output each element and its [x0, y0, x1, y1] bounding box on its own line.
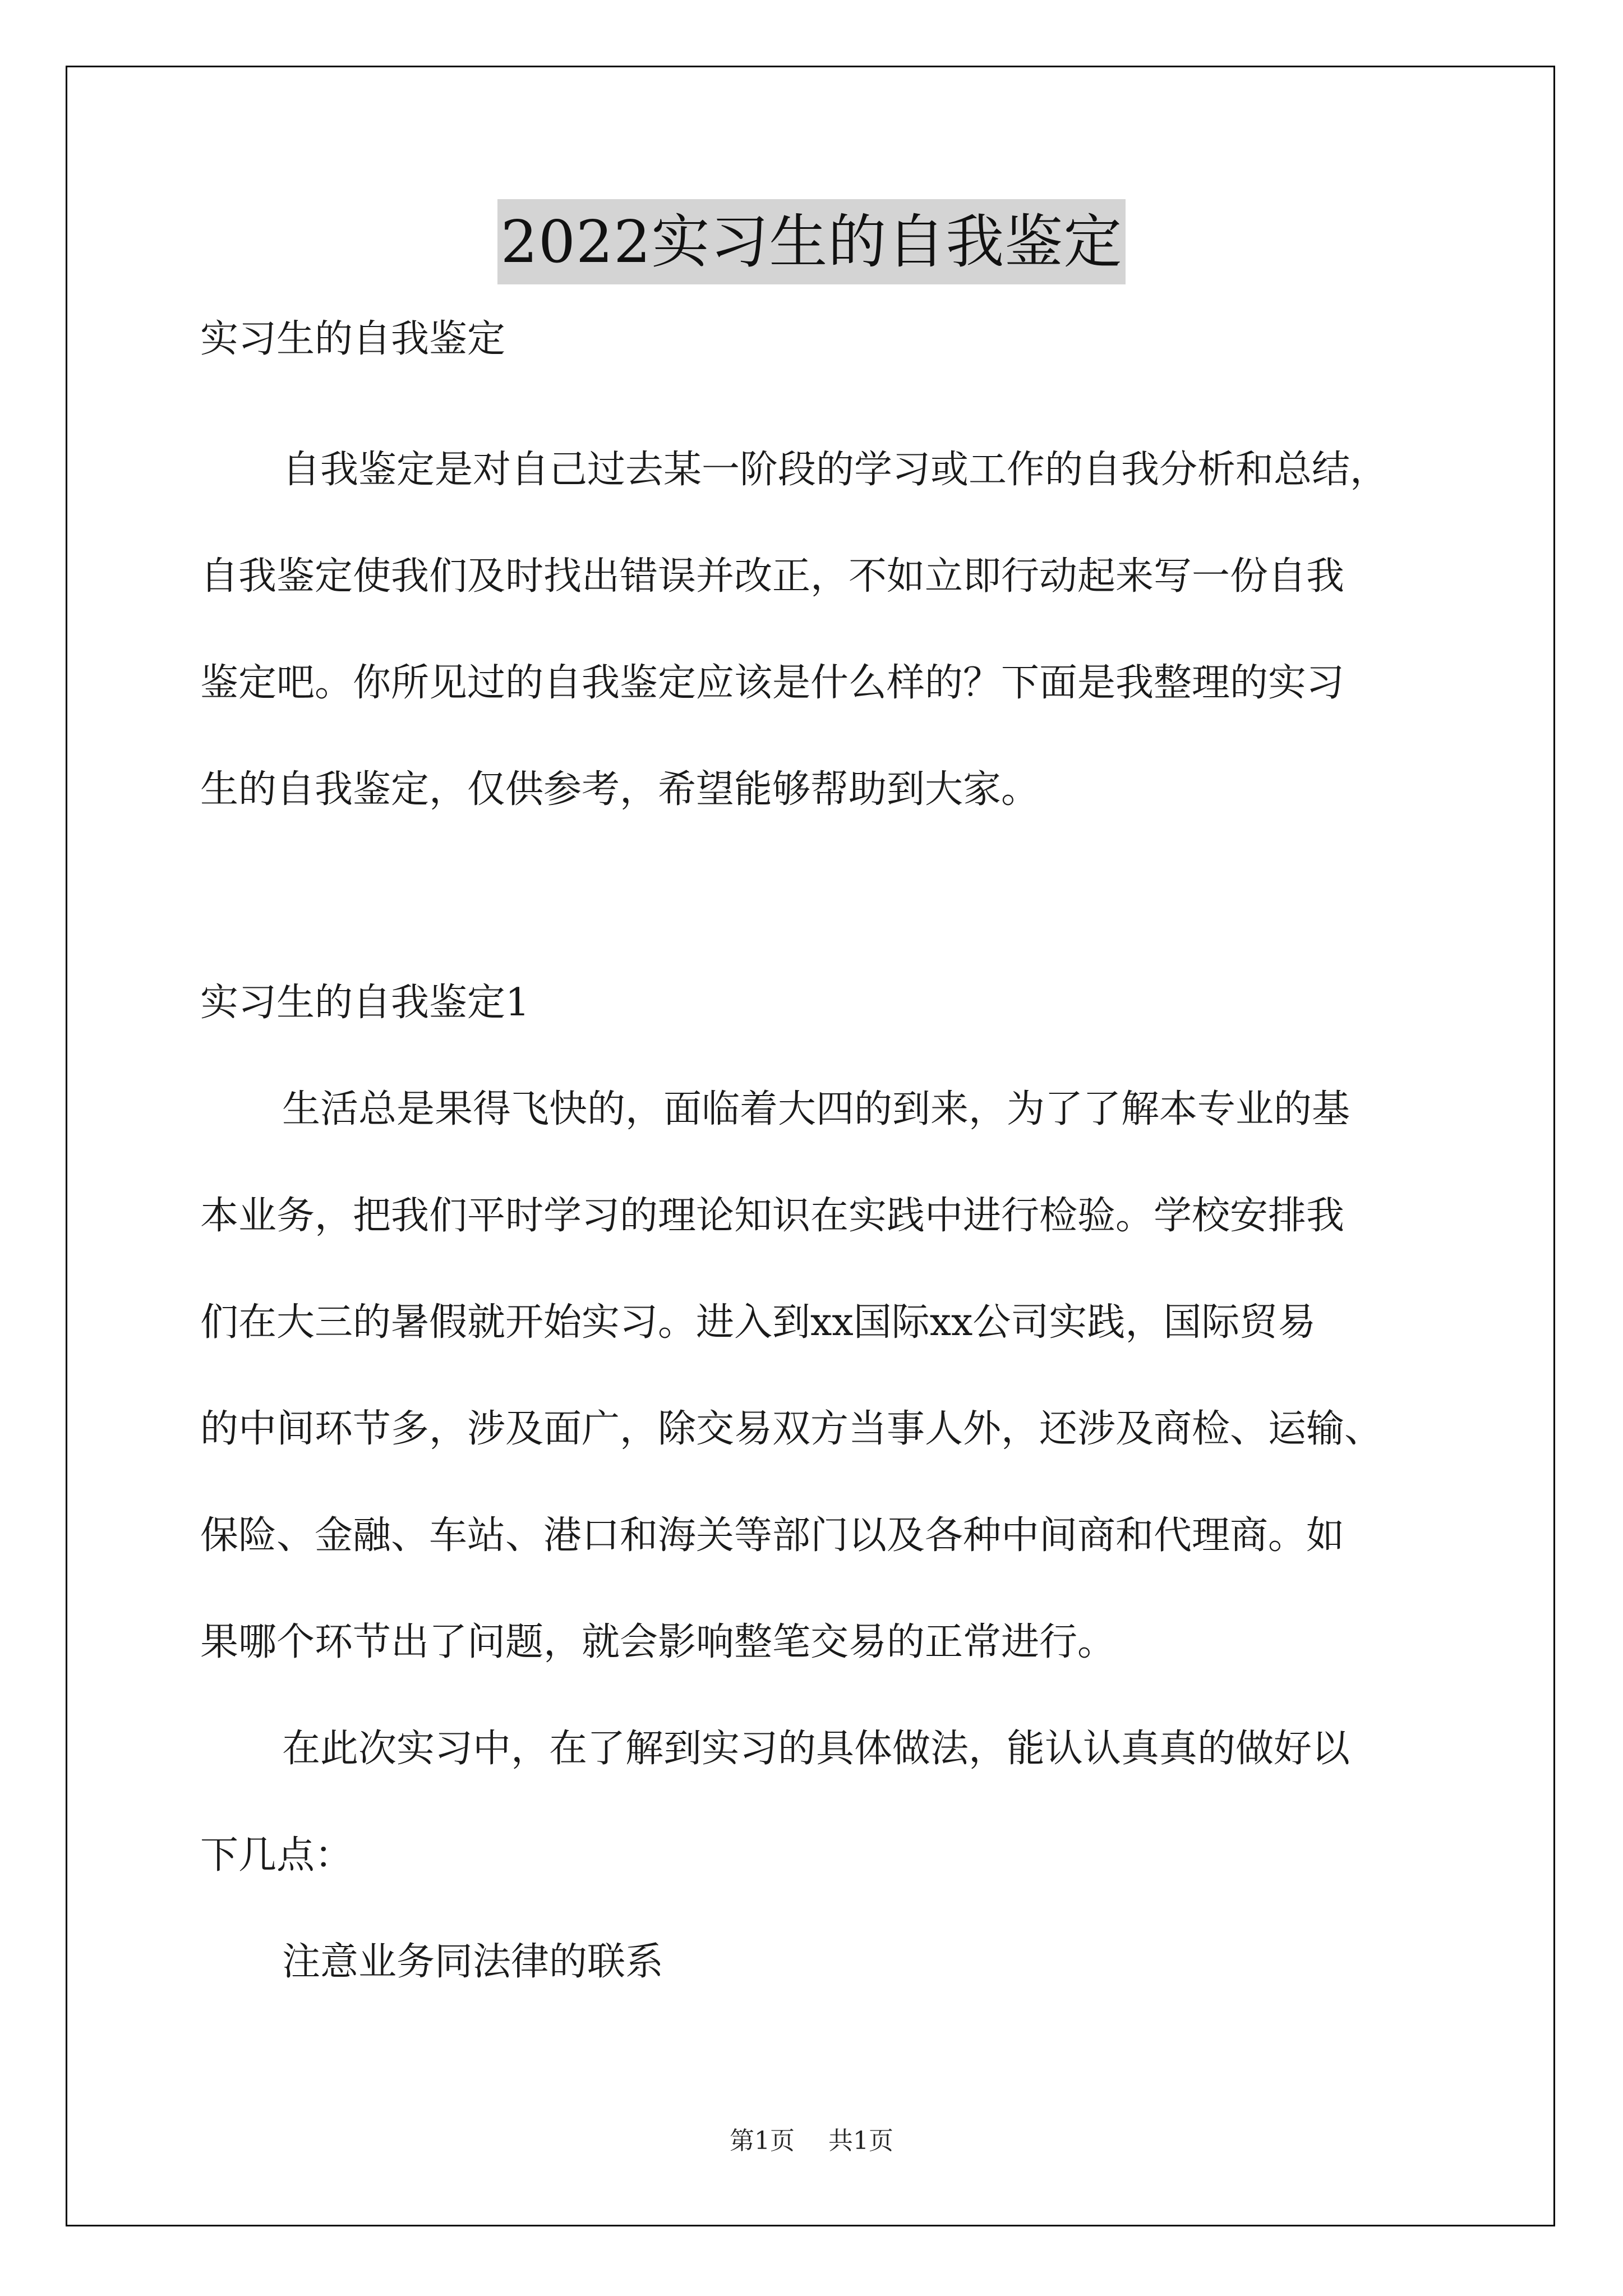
body-line: 的中间环节多，涉及面广，除交易双方当事人外，还涉及商检、运输、	[200, 1407, 1383, 1451]
body-line: 生的自我鉴定，仅供参考，希望能够帮助到大家。	[200, 767, 1040, 812]
body-line: 果哪个环节出了问题，就会影响整笔交易的正常进行。	[200, 1620, 1116, 1664]
body-line: 实习生的自我鉴定	[200, 317, 506, 361]
body-line: 们在大三的暑假就开始实习。进入到xx国际xx公司实践，国际贸易	[200, 1300, 1316, 1345]
body-line: 本业务，把我们平时学习的理论知识在实践中进行检验。学校安排我	[200, 1194, 1345, 1238]
document-title: 2022实习生的自我鉴定	[497, 199, 1126, 284]
body-line: 生活总是果得飞快的，面临着大四的到来，为了了解本专业的基	[282, 1087, 1350, 1131]
page-border	[66, 66, 1555, 2226]
title-container	[0, 199, 1623, 284]
body-line: 自我鉴定使我们及时找出错误并改正，不如立即行动起来写一份自我	[200, 554, 1345, 599]
body-line: 下几点：	[200, 1833, 353, 1878]
page-current: 第1页	[730, 2127, 795, 2155]
page-total: 共1页	[828, 2127, 893, 2155]
body-line: 在此次实习中，在了解到实习的具体做法，能认认真真的做好以	[282, 1727, 1350, 1771]
body-line: 鉴定吧。你所见过的自我鉴定应该是什么样的？下面是我整理的实习	[200, 661, 1345, 705]
page-footer	[0, 2124, 1623, 2158]
body-line: 注意业务同法律的联系	[282, 1940, 664, 1984]
body-line: 自我鉴定是对自己过去某一阶段的学习或工作的自我分析和总结，	[282, 448, 1389, 492]
section-heading: 实习生的自我鉴定1	[200, 981, 530, 1025]
body-line: 保险、金融、车站、港口和海关等部门以及各种中间商和代理商。如	[200, 1513, 1345, 1558]
